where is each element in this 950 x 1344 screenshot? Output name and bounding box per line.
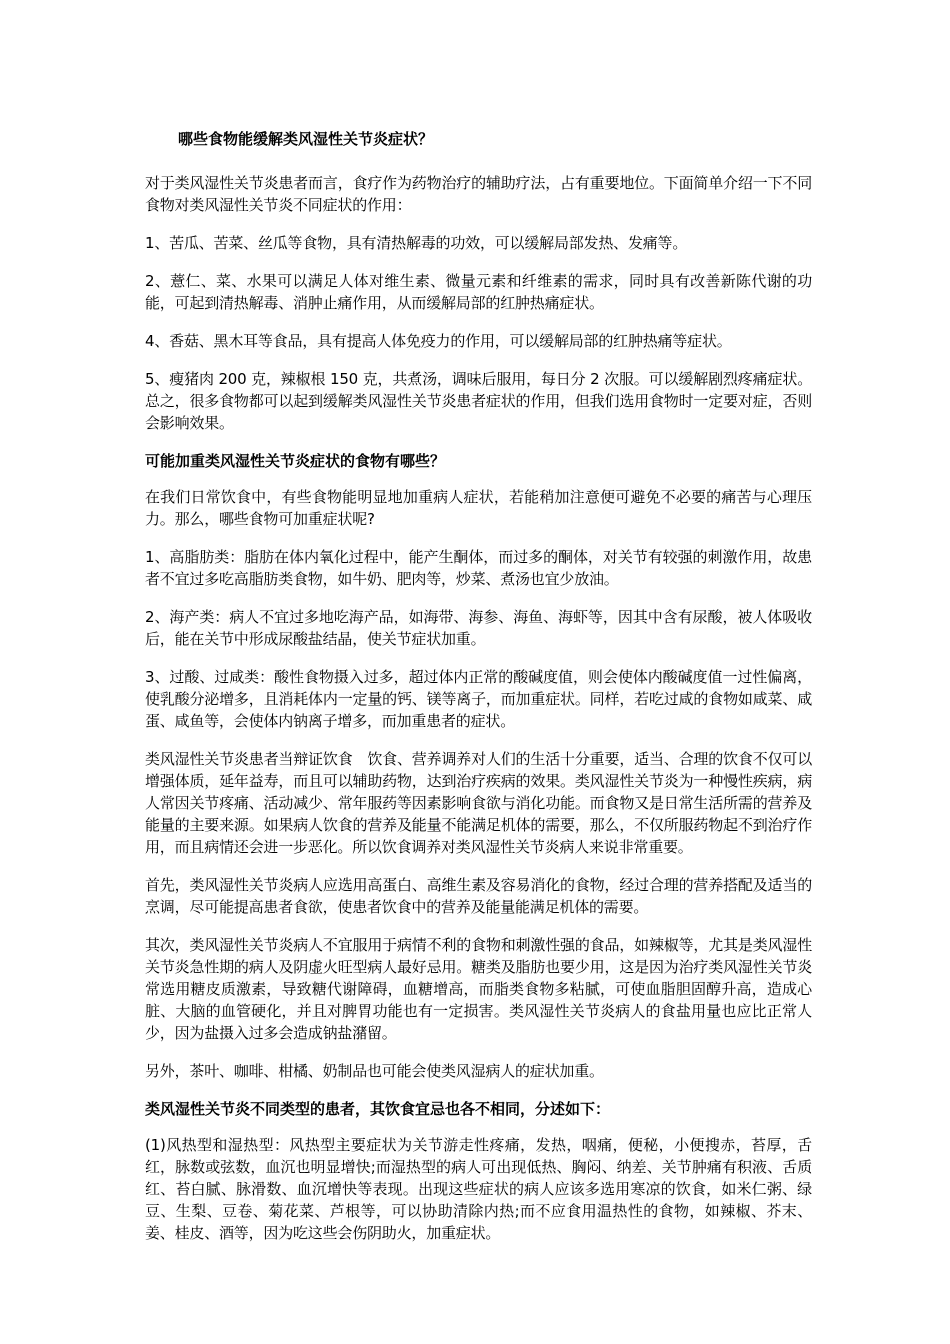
first-advice-paragraph: 首先，类风湿性关节炎病人应选用高蛋白、高维生素及容易消化的食物，经过合理的营养搭配及适当的烹调，尽可能提高患者食欲，使患者饮食中的营养及能量能满足机体的需要。 [145,876,812,916]
relief-food-item-1: 1、苦瓜、苦菜、丝瓜等食物，具有清热解毒的功效，可以缓解局部发热、发痛等。 [145,234,688,252]
document-title: 哪些食物能缓解类风湿性关节炎症状？ [178,130,434,148]
section-heading-patient-types: 类风湿性关节炎不同类型的患者，其饮食宜忌也各不相同，分述如下： [145,1100,611,1118]
aggravating-item-acid-salty: 3、过酸、过咸类：酸性食物摄入过多，超过体内正常的酸碱度值，则会使体内酸碱度值一过性偏离，使乳酸分泌增多，且消耗体内一定量的钙、镁等离子，而加重症状。同样，若吃过咸的食物如咸菜、咸蛋、咸鱼等，会使体内钠离子增多，而加重患者的症状。 [145,668,812,730]
section-heading-aggravating-foods: 可能加重类风湿性关节炎症状的食物有哪些？ [145,452,446,470]
intro-paragraph: 对于类风湿性关节炎患者而言，食疗作为药物治疗的辅助疗法，占有重要地位。下面简单介绍一下不同食物对类风湿性关节炎不同症状的作用： [145,174,812,214]
relief-food-item-2: 2、薏仁、菜、水果可以满足人体对维生素、微量元素和纤维素的需求，同时具有改善新陈代谢的功能，可起到清热解毒、消肿止痛作用，从而缓解局部的红肿热痛症状。 [145,272,812,312]
aggravating-item-high-fat: 1、高脂肪类：脂肪在体内氧化过程中，能产生酮体，而过多的酮体，对关节有较强的刺激作用，故患者不宜过多吃高脂肪类食物，如牛奶、肥肉等，炒菜、煮汤也宜少放油。 [145,548,812,588]
second-advice-paragraph: 其次，类风湿性关节炎病人不宜服用于病情不利的食物和刺激性强的食品，如辣椒等，尤其是类风湿性关节炎急性期的病人及阴虚火旺型病人最好忌用。糖类及脂肪也要少用，这是因为治疗类风湿性关节炎常选用糖皮质激素，导致糖代谢障碍，血糖增高，而脂类食物多粘腻，可使血脂胆固醇升高，造成心脏、大脑的血管硬化，并且对脾胃功能也有一定损害。类风湿性关节炎病人的食盐用量也应比正常人少，因为盐摄入过多会造成钠盐潴留。 [145,936,812,1042]
diet-importance-paragraph: 类风湿性关节炎患者当辩证饮食 饮食、营养调养对人们的生活十分重要，适当、合理的饮食不仅可以增强体质，延年益寿，而且可以辅助药物，达到治疗疾病的效果。类风湿性关节炎为一种慢性疾病，病人常因关节疼痛、活动减少、常年服药等因素影响食欲与消化功能。而食物又是日常生活所需的营养及能量的主要来源。如果病人饮食的营养及能量不能满足机体的需要，那么，不仅所服药物起不到治疗作用，而且病情还会进一步恶化。所以饮食调养对类风湿性关节炎病人来说非常重要。 [145,750,812,856]
relief-food-item-4: 4、香菇、黑木耳等食品，具有提高人体免疫力的作用，可以缓解局部的红肿热痛等症状。 [145,332,732,350]
document-body [145,128,812,1260]
aggravating-item-seafood: 2、海产类：病人不宜过多地吃海产品，如海带、海参、海鱼、海虾等，因其中含有尿酸，被人体吸收后，能在关节中形成尿酸盐结晶，使关节症状加重。 [145,608,812,648]
type-wind-heat-damp-heat-paragraph: (1)风热型和湿热型：风热型主要症状为关节游走性疼痛，发热，咽痛，便秘，小便搜赤，苔厚，舌红，脉数或弦数，血沉也明显增快;而湿热型的病人可出现低热、胸闷、纳差、关节肿痛有积液、舌质红、苔白腻、脉滑数、血沉增快等表现。出现这些症状的病人应该多选用寒凉的饮食，如米仁粥、绿豆、生梨、豆卷、菊花菜、芦根等，可以协助清除内热;而不应食用温热性的食物，如辣椒、芥末、姜、桂皮、酒等，因为吃这些会伤阴助火，加重症状。 [145,1136,812,1242]
relief-food-item-5: 5、瘦猪肉 200 克，辣椒根 150 克，共煮汤，调味后服用，每日分 2 次服。可以缓解剧烈疼痛症状。总之，很多食物都可以起到缓解类风湿性关节炎患者症状的作用，但我们选用食物时一定要对症，否则会影响效果。 [145,370,812,432]
aggravating-intro-paragraph: 在我们日常饮食中，有些食物能明显地加重病人症状，若能稍加注意便可避免不必要的痛苦与心理压力。那么，哪些食物可加重症状呢? [145,488,812,528]
additional-note-paragraph: 另外，茶叶、咖啡、柑橘、奶制品也可能会使类风湿病人的症状加重。 [145,1062,604,1080]
